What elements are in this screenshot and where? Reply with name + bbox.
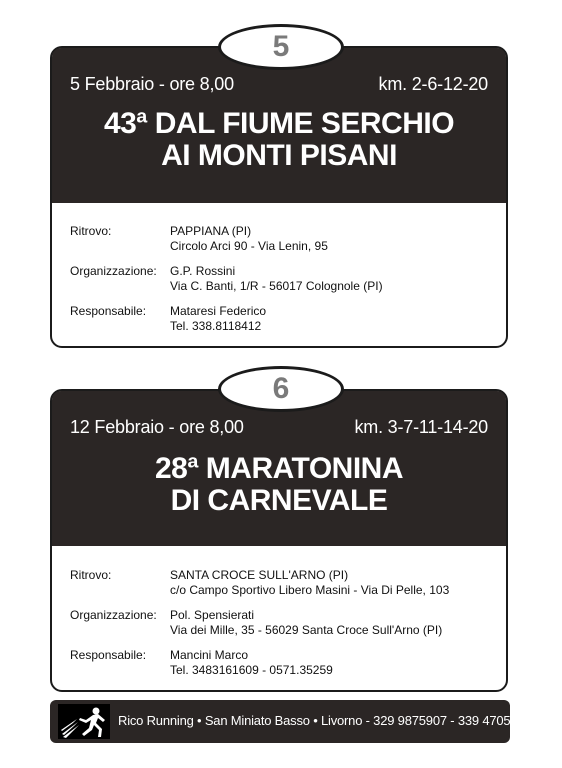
event-date-time: 12 Febbraio - ore 8,00 xyxy=(70,417,244,437)
detail-row-ritrovo xyxy=(70,568,496,598)
event-title-line: AI MONTI PISANI xyxy=(161,139,397,172)
detail-line: Via dei Mille, 35 - 56029 Santa Croce Sull'Arno (PI) xyxy=(170,623,443,637)
detail-line: c/o Campo Sportivo Libero Masini - Via Di Pelle, 103 xyxy=(170,583,450,597)
detail-row-responsabile xyxy=(70,648,496,678)
detail-value xyxy=(170,648,496,678)
detail-row-organizzazione xyxy=(70,264,496,294)
winged-runner-icon xyxy=(58,704,110,739)
detail-label: Organizzazione: xyxy=(70,264,157,278)
event-details xyxy=(70,224,496,344)
event-number-badge: 6 xyxy=(218,366,344,412)
event-distance: km. 2-6-12-20 xyxy=(378,74,488,94)
detail-value xyxy=(170,568,496,598)
event-title xyxy=(52,453,506,517)
detail-line: Mataresi Federico xyxy=(170,304,267,318)
event-header xyxy=(52,48,506,203)
detail-line: SANTA CROCE SULL'ARNO (PI) xyxy=(170,568,349,582)
detail-row-organizzazione xyxy=(70,608,496,638)
detail-line: Mancini Marco xyxy=(170,648,249,662)
detail-value xyxy=(170,224,496,254)
event-title-line: DI CARNEVALE xyxy=(170,484,388,517)
detail-label: Responsabile: xyxy=(70,304,147,318)
detail-line: Pol. Spensierati xyxy=(170,608,255,622)
detail-label: Ritrovo: xyxy=(70,224,112,238)
footer-contact-text: Rico Running • San Miniato Basso • Livorno - 329 9875907 - 339 4705304 xyxy=(118,713,532,728)
event-title xyxy=(52,108,506,172)
event-card xyxy=(50,46,508,348)
detail-label: Ritrovo: xyxy=(70,568,112,582)
event-distance: km. 3-7-11-14-20 xyxy=(354,417,488,437)
event-title-line: 43ª DAL FIUME SERCHIO xyxy=(103,107,455,140)
detail-line: Tel. 338.8118412 xyxy=(170,319,262,333)
detail-line: Circolo Arci 90 - Via Lenin, 95 xyxy=(170,239,328,253)
detail-line: Via C. Banti, 1/R - 56017 Colognole (PI) xyxy=(170,279,383,293)
detail-row-ritrovo xyxy=(70,224,496,254)
detail-line: PAPPIANA (PI) xyxy=(170,224,252,238)
event-date-time: 5 Febbraio - ore 8,00 xyxy=(70,74,234,94)
detail-value xyxy=(170,608,496,638)
detail-value xyxy=(170,264,496,294)
event-title-line: 28ª MARATONINA xyxy=(154,452,403,485)
detail-label: Responsabile: xyxy=(70,648,147,662)
event-details xyxy=(70,568,496,688)
detail-line: G.P. Rossini xyxy=(170,264,236,278)
detail-line: Tel. 3483161609 - 0571.35259 xyxy=(170,663,333,677)
detail-label: Organizzazione: xyxy=(70,608,157,622)
event-header xyxy=(52,391,506,546)
event-number-badge: 5 xyxy=(218,24,344,70)
event-card xyxy=(50,389,508,692)
detail-row-responsabile xyxy=(70,304,496,334)
detail-value xyxy=(170,304,496,334)
footer-bar xyxy=(50,700,532,743)
